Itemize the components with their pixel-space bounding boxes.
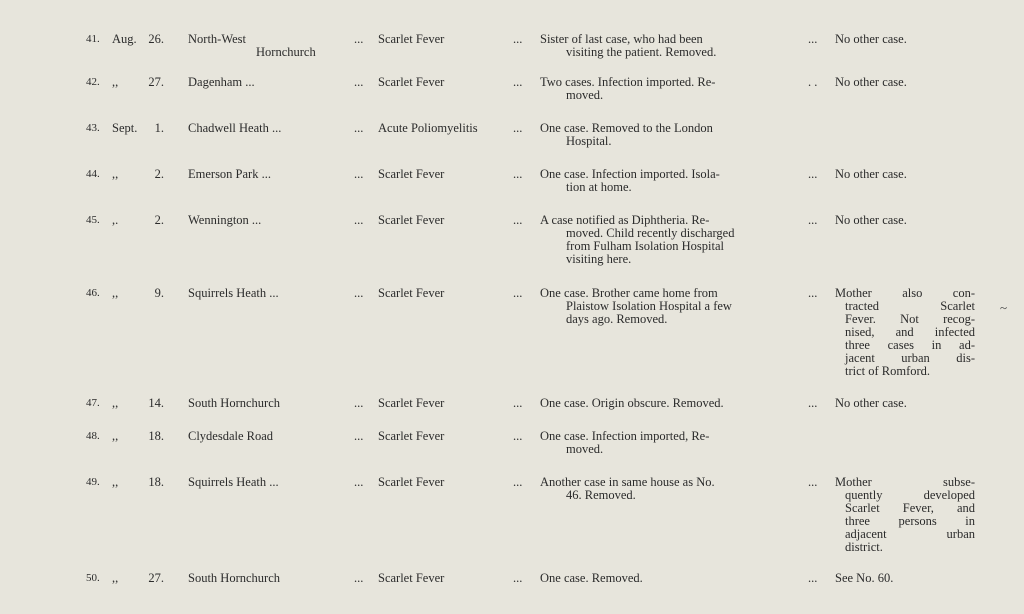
date-month: ,, — [112, 75, 119, 89]
leader-dots: ... — [513, 286, 523, 300]
remarks — [540, 287, 800, 326]
notes-line: Scarlet Fever, and — [845, 501, 975, 515]
remarks-line: One case. Brother came home from — [540, 286, 718, 300]
locality — [188, 214, 378, 227]
locality-line: Clydesdale Road — [188, 429, 274, 443]
leader-dots: ... — [513, 75, 523, 89]
leader-dots: ... — [354, 32, 364, 46]
date-month: ,. — [112, 213, 119, 227]
locality — [188, 122, 378, 135]
notes-line: jacent urban dis- — [845, 351, 975, 365]
remarks — [540, 214, 800, 266]
date-day: 2. — [154, 167, 164, 181]
leader-dots: ... — [354, 396, 364, 410]
leader-dots: ... — [354, 429, 364, 443]
date-day: 18. — [148, 429, 164, 443]
notes — [835, 76, 975, 89]
case-number: 43. — [86, 122, 100, 134]
leader-dots: ... — [354, 286, 364, 300]
date-month: Aug. — [112, 32, 137, 46]
remarks-line: visiting the patient. Removed. — [566, 45, 717, 59]
margin-mark: ~ — [1000, 300, 1008, 315]
notes-line: trict of Romford. — [845, 364, 931, 378]
remarks-line: One case. Removed to the London — [540, 121, 713, 135]
notes-line: See No. 60. — [835, 571, 894, 585]
notes — [835, 572, 975, 585]
remarks — [540, 76, 800, 102]
remarks — [540, 476, 800, 502]
notes-line: quently developed — [845, 488, 975, 502]
leader-dots: ... — [513, 396, 523, 410]
locality — [188, 168, 378, 181]
leader-dots: ... — [354, 121, 364, 135]
remarks — [540, 397, 800, 410]
locality-line: Emerson Park ... — [188, 167, 271, 181]
leader-dots: ... — [513, 167, 523, 181]
notes — [835, 287, 975, 378]
locality — [188, 397, 378, 410]
notes — [835, 214, 975, 227]
remarks-line: Two cases. Infection imported. Re- — [540, 75, 716, 89]
notes-line: Mother also con- — [835, 286, 975, 300]
locality-line: South Hornchurch — [188, 571, 280, 585]
date-day: 9. — [154, 286, 164, 300]
remarks-line: Plaistow Isolation Hospital a few — [566, 299, 732, 313]
remarks-line: moved. — [566, 442, 604, 456]
disease: Scarlet Fever — [378, 167, 445, 181]
case-number: 50. — [86, 572, 100, 584]
case-number: 45. — [86, 214, 100, 226]
disease: Scarlet Fever — [378, 475, 445, 489]
leader-dots: ... — [513, 121, 523, 135]
disease: Scarlet Fever — [378, 32, 445, 46]
date-day: 27. — [148, 75, 164, 89]
case-number: 49. — [86, 476, 100, 488]
disease: Scarlet Fever — [378, 75, 445, 89]
notes — [835, 476, 975, 554]
notes-line: Mother subse- — [835, 475, 975, 489]
case-number: 42. — [86, 76, 100, 88]
remarks-line: One case. Infection imported. Isola- — [540, 167, 720, 181]
leader-dots: ... — [354, 213, 364, 227]
case-number: 44. — [86, 168, 100, 180]
locality — [188, 430, 378, 443]
leader-dots: ... — [513, 571, 523, 585]
locality-line: Hornchurch — [256, 45, 316, 59]
remarks — [540, 430, 800, 456]
leader-dots: ... — [808, 167, 818, 181]
remarks-line: Sister of last case, who had been — [540, 32, 703, 46]
locality-line: Dagenham ... — [188, 75, 255, 89]
leader-dots: ... — [808, 32, 818, 46]
date-day: 27. — [148, 571, 164, 585]
leader-dots: ... — [513, 475, 523, 489]
locality-line: Wennington ... — [188, 213, 262, 227]
leader-dots: ... — [808, 475, 818, 489]
locality-line: Squirrels Heath ... — [188, 475, 279, 489]
notes-line: No other case. — [835, 167, 907, 181]
notes-line: adjacent urban — [845, 527, 975, 541]
remarks-line: tion at home. — [566, 180, 632, 194]
locality-line: Chadwell Heath ... — [188, 121, 282, 135]
remarks-line: One case. Origin obscure. Removed. — [540, 396, 724, 410]
remarks-line: from Fulham Isolation Hospital — [566, 239, 724, 253]
locality-line: South Hornchurch — [188, 396, 280, 410]
date-day: 18. — [148, 475, 164, 489]
leader-dots: . . — [808, 75, 818, 89]
locality-line: North-West — [188, 32, 247, 46]
leader-dots: ... — [354, 167, 364, 181]
remarks — [540, 572, 800, 585]
disease: Scarlet Fever — [378, 571, 445, 585]
remarks-line: One case. Infection imported, Re- — [540, 429, 710, 443]
notes-line: No other case. — [835, 75, 907, 89]
remarks — [540, 168, 800, 194]
leader-dots: ... — [808, 213, 818, 227]
notes-line: nised, and infected — [845, 325, 975, 339]
leader-dots: ... — [513, 429, 523, 443]
remarks-line: A case notified as Diphtheria. Re- — [540, 213, 710, 227]
date-month: Sept. — [112, 121, 138, 135]
locality — [188, 476, 378, 489]
locality — [188, 33, 378, 59]
notes-line: three cases in ad- — [845, 338, 975, 352]
case-number: 46. — [86, 287, 100, 299]
disease: Acute Poliomyelitis — [378, 121, 478, 135]
date-day: 26. — [148, 32, 164, 46]
notes-line: district. — [845, 540, 883, 554]
date-day: 2. — [154, 213, 164, 227]
date-month: ,, — [112, 429, 119, 443]
leader-dots: ... — [808, 571, 818, 585]
remarks-line: moved. — [566, 88, 604, 102]
leader-dots: ... — [354, 475, 364, 489]
notes-line: No other case. — [835, 32, 907, 46]
date-month: ,, — [112, 571, 119, 585]
remarks-line: days ago. Removed. — [566, 312, 668, 326]
case-number: 41. — [86, 33, 100, 45]
date-month: ,, — [112, 167, 119, 181]
notes-line: Fever. Not recog- — [845, 312, 975, 326]
remarks — [540, 122, 800, 148]
date-day: 14. — [148, 396, 164, 410]
notes-line: No other case. — [835, 396, 907, 410]
locality — [188, 287, 378, 300]
leader-dots: ... — [513, 32, 523, 46]
notes-line: No other case. — [835, 213, 907, 227]
remarks-line: One case. Removed. — [540, 571, 643, 585]
notes — [835, 168, 975, 181]
notes — [835, 33, 975, 46]
disease: Scarlet Fever — [378, 429, 445, 443]
remarks-line: 46. Removed. — [566, 488, 636, 502]
leader-dots: ... — [808, 396, 818, 410]
locality — [188, 76, 378, 89]
remarks-line: moved. Child recently discharged — [566, 226, 735, 240]
date-month: ,, — [112, 396, 119, 410]
remarks-line: visiting here. — [566, 252, 632, 266]
date-day: 1. — [154, 121, 164, 135]
remarks — [540, 33, 800, 59]
leader-dots: ... — [808, 286, 818, 300]
remarks-line: Hospital. — [566, 134, 612, 148]
date-month: ,, — [112, 475, 119, 489]
notes — [835, 397, 975, 410]
notes-line: tracted Scarlet — [845, 299, 975, 313]
case-number: 48. — [86, 430, 100, 442]
disease: Scarlet Fever — [378, 396, 445, 410]
leader-dots: ... — [513, 213, 523, 227]
disease: Scarlet Fever — [378, 286, 445, 300]
leader-dots: ... — [354, 75, 364, 89]
notes-line: three persons in — [845, 514, 975, 528]
disease: Scarlet Fever — [378, 213, 445, 227]
leader-dots: ... — [354, 571, 364, 585]
remarks-line: Another case in same house as No. — [540, 475, 715, 489]
date-month: ,, — [112, 286, 119, 300]
locality — [188, 572, 378, 585]
locality-line: Squirrels Heath ... — [188, 286, 279, 300]
case-number: 47. — [86, 397, 100, 409]
